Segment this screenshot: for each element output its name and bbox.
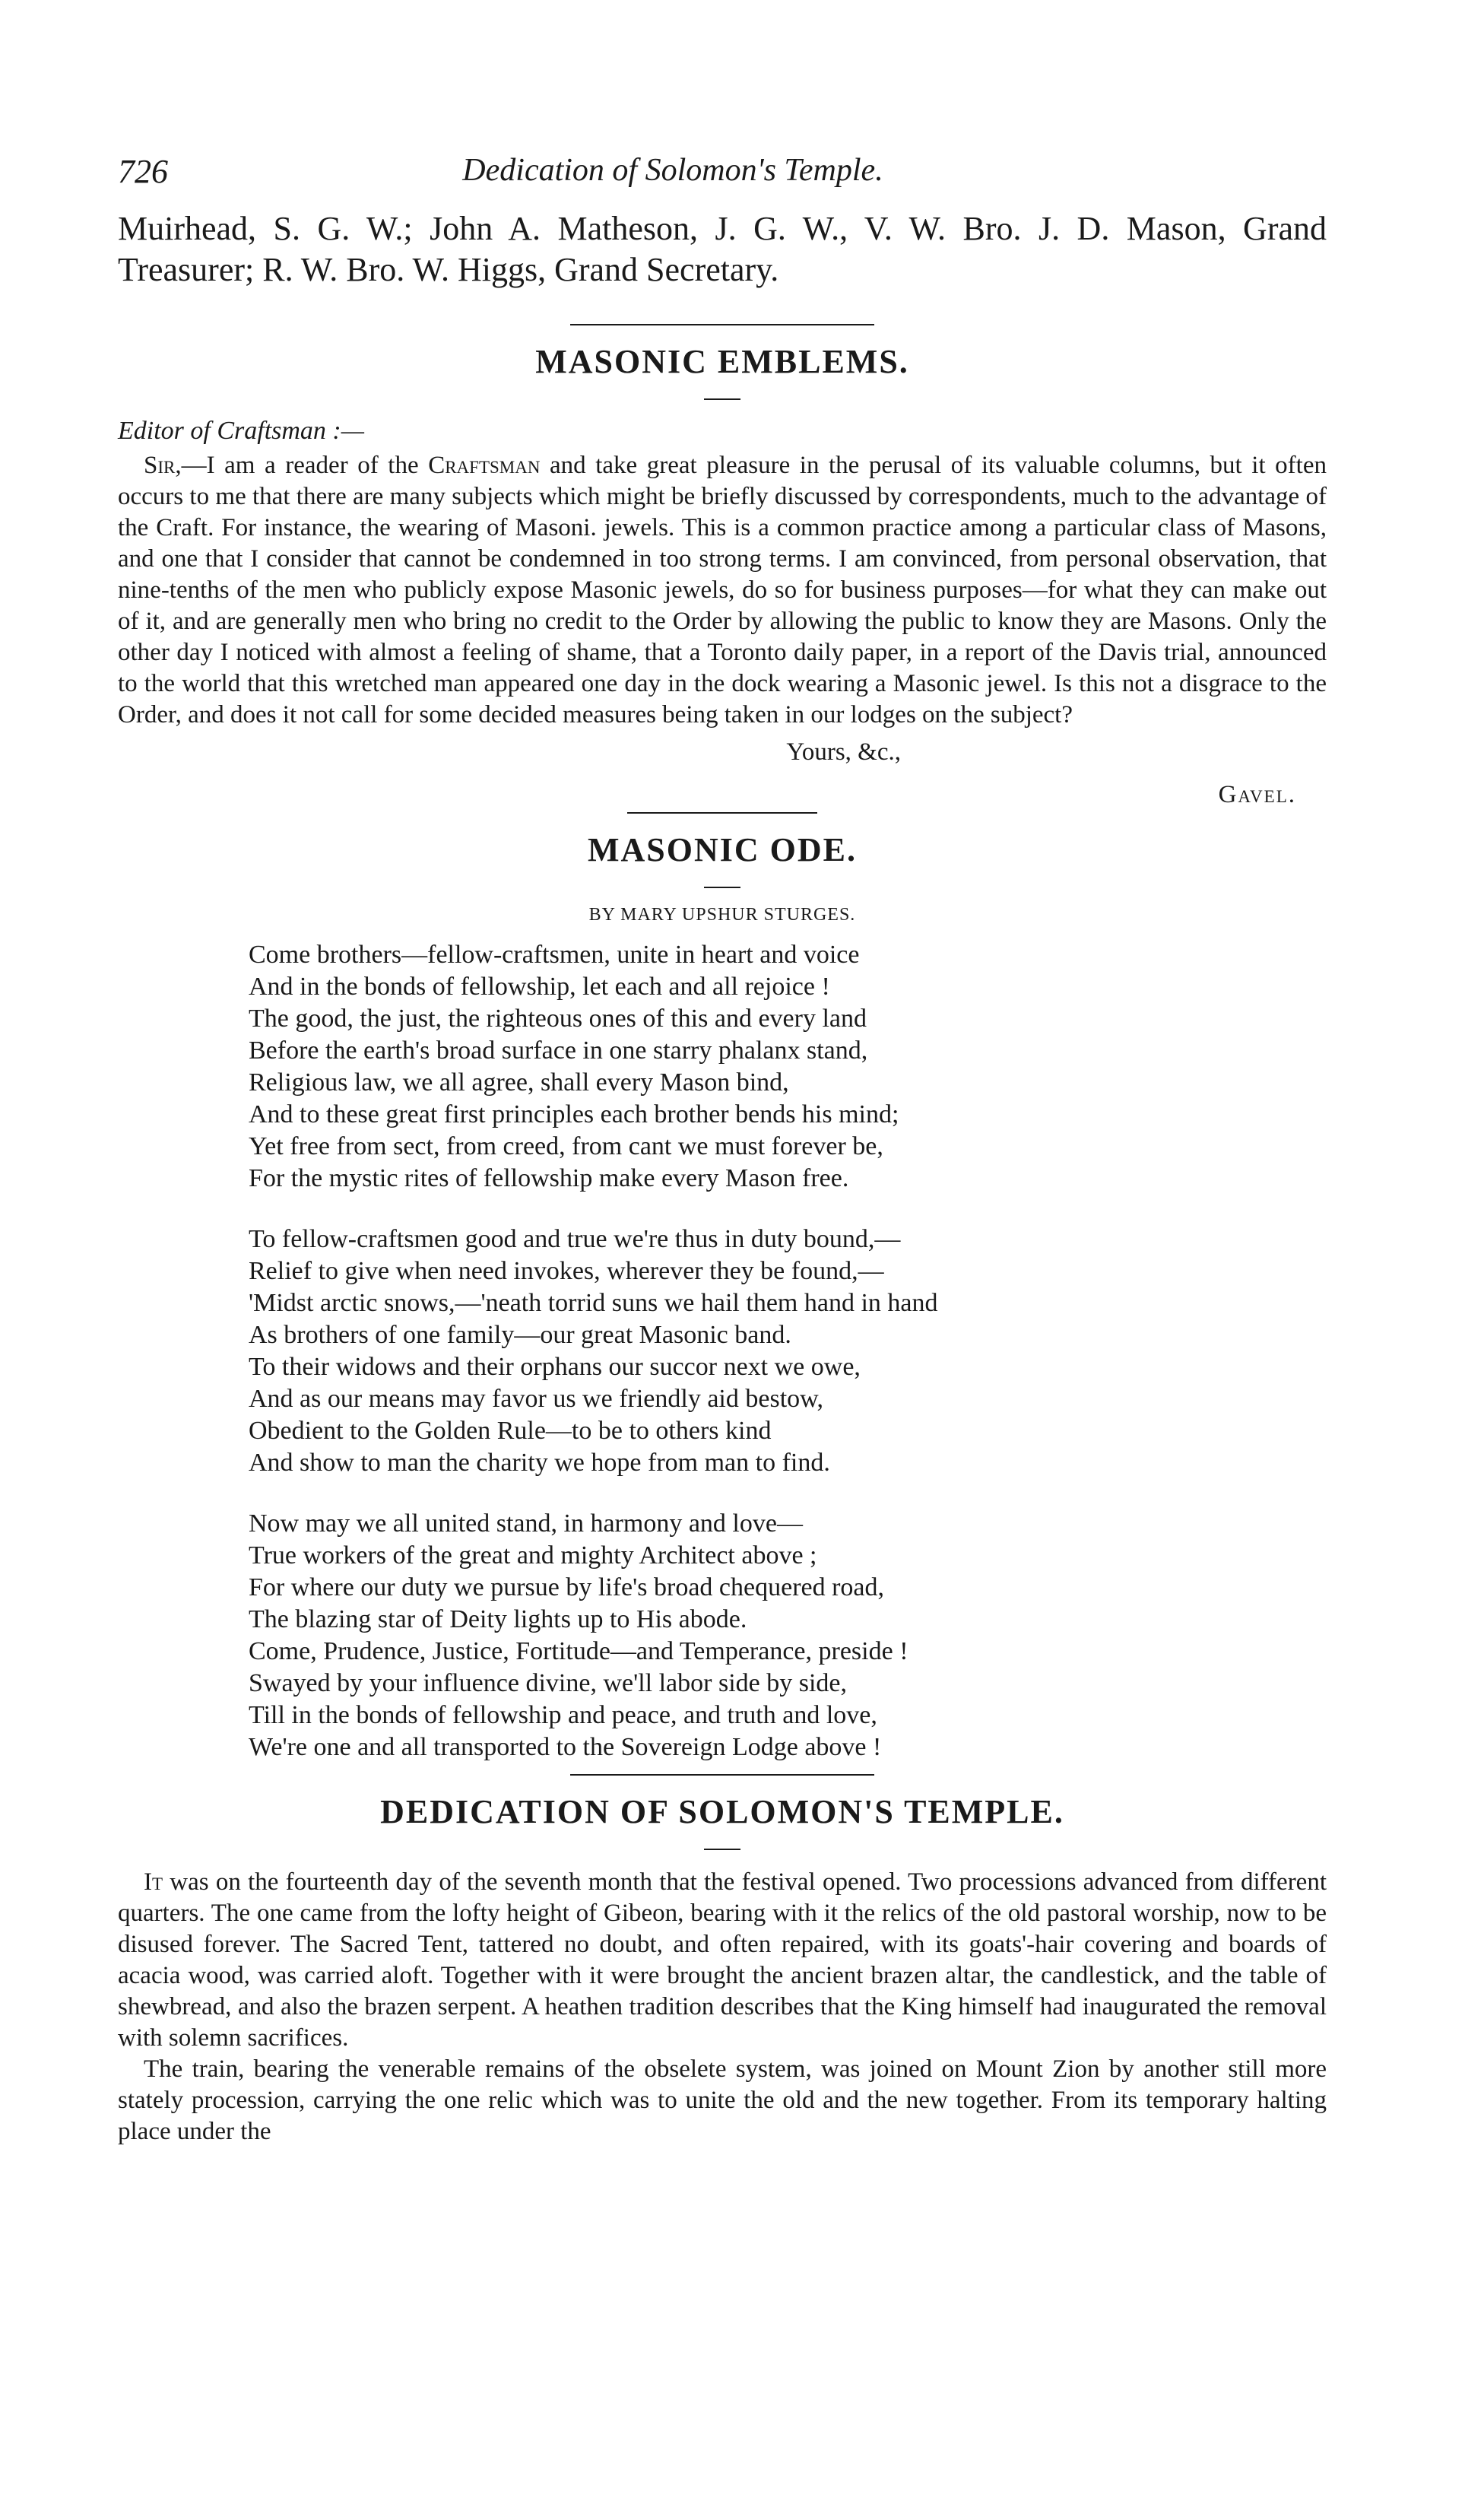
ode-line: Till in the bonds of fellowship and peace, and truth and love, [249, 1701, 877, 1729]
heading-dash [704, 398, 740, 400]
ode-line: Now may we all united stand, in harmony and love— [249, 1509, 803, 1538]
letter-opening: —I am a reader of the [181, 452, 429, 479]
ode-line: 'Midst arctic snows,—'neath torrid suns we hail them hand in hand [249, 1289, 938, 1317]
running-title: Dedication of Solomon's Temple. [462, 153, 883, 188]
ode-line: And in the bonds of fellowship, let each and all rejoice ! [249, 973, 830, 1001]
dedication-paragraph-1 [118, 1867, 1327, 2054]
ode-byline: BY MARY UPSHUR STURGES. [588, 905, 856, 925]
letter-opening-sir: Sir, [144, 452, 182, 479]
ode-line: Relief to give when need invokes, wherever they be found,— [249, 1257, 884, 1285]
emblems-heading: MASONIC EMBLEMS. [535, 343, 909, 380]
ode-poem [118, 939, 1327, 1763]
ode-line: As brothers of one family—our great Masonic band. [249, 1321, 791, 1349]
ode-stanza [249, 1224, 1327, 1479]
ode-line: To fellow-craftsmen good and true we're thus in duty bound,— [249, 1225, 901, 1253]
letter-text: and take great pleasure in the perusal of its valuable columns, but it often occurs to me that there are many subjects which might be briefly discussed by correspondents, much to the advantage of the Craft. For instance, the wearing of Masoni. jewels. This is a common practice among a particular class of Masons, and one that I consider that cannot be condemned in too strong terms. I am convinced, from personal observation, that nine-tenths of the men who publicly expose Masonic jewels, do so for business purposes—for what they can make out of it, and are generally men who bring no credit to the Order by allowing the public to know they are Masons. Only the other day I noticed with almost a feeling of shame, that a Toronto daily paper, in a report of the Davis trial, announced to the world that this wretched man appeared one day in the dock wearing a Masonic jewel. Is this not a disgrace to the Order, and does it not call for some decided measures being taken in our lodges on the subject? [118, 452, 1327, 728]
ode-line: Before the earth's broad surface in one starry phalanx stand, [249, 1036, 868, 1065]
letter-signoff: Yours, &c., [786, 738, 901, 766]
heading-dash [704, 1849, 740, 1850]
section-rule [570, 1774, 874, 1776]
ode-stanza [249, 1508, 1327, 1763]
ode-line: The good, the just, the righteous ones of this and every land [249, 1005, 867, 1033]
page-number: 726 [118, 153, 168, 190]
ode-stanza [249, 939, 1327, 1195]
ode-line: We're one and all transported to the Sovereign Lodge above ! [249, 1733, 882, 1761]
heading-dash [704, 887, 740, 888]
dedication-section [118, 1791, 1327, 2147]
ode-line: The blazing star of Deity lights up to His abode. [249, 1605, 747, 1633]
ode-line: Come brothers—fellow-craftsmen, unite in heart and voice [249, 941, 860, 969]
ode-line: Swayed by your influence divine, we'll labor side by side, [249, 1669, 847, 1697]
ode-heading: MASONIC ODE. [587, 831, 858, 868]
masonic-ode-section [118, 829, 1327, 1763]
dedication-text-1: was on the fourteenth day of the seventh month that the festival opened. Two processions advanced from different quarters. The one came from the lofty height of Gibeon, bearing with it the relics of the old pastoral worship, now to be disused forever. The Sacred Tent, tattered no doubt, and often repaired, with its goats'-hair covering and boards of acacia wood, was carried aloft. Together with it were brought the ancient brazen altar, the candlestick, and the table of shewbread, and also the brazen serpent. A heathen tradition describes that the King himself had inaugurated the removal with solemn sacrifices. [118, 1868, 1327, 2052]
ode-line: And as our means may favor us we friendly aid bestow, [249, 1385, 823, 1413]
page [118, 152, 1327, 2147]
letter-signature: Gavel. [1218, 781, 1296, 808]
masonic-emblems-section [118, 341, 1327, 809]
section-rule [570, 324, 874, 325]
ode-line: Religious law, we all agree, shall every Mason bind, [249, 1068, 789, 1097]
ode-line: Yet free from sect, from creed, from cant we must forever be, [249, 1132, 883, 1160]
ode-line: For where our duty we pursue by life's broad chequered road, [249, 1573, 885, 1601]
section-rule [627, 812, 817, 814]
ode-line: And show to man the charity we hope from man to find. [249, 1449, 830, 1477]
dedication-lead: It [144, 1868, 163, 1896]
craftsman-title: Craftsman [428, 452, 541, 479]
dedication-heading: DEDICATION OF SOLOMON'S TEMPLE. [380, 1793, 1064, 1830]
ode-line: For the mystic rites of fellowship make every Mason free. [249, 1164, 849, 1192]
dedication-paragraph-2: The train, bearing the venerable remains of the obselete system, was joined on Mount Zion by another still more stately procession, carrying the one relic which was to unite the old and the new together. From its temporary halting place under the [118, 2055, 1327, 2145]
ode-line: Obedient to the Golden Rule—to be to others kind [249, 1417, 772, 1445]
ode-line: Come, Prudence, Justice, Fortitude—and Temperance, preside ! [249, 1637, 908, 1665]
emblems-salutation: Editor of Craftsman :— [118, 417, 364, 445]
emblems-letter-body [118, 450, 1327, 731]
ode-line: True workers of the great and mighty Architect above ; [249, 1541, 817, 1570]
intro-paragraph: Muirhead, S. G. W.; John A. Matheson, J. G. W., V. W. Bro. J. D. Mason, Grand Treasurer; R. W. Bro. W. Higgs, Grand Secretary. [118, 210, 1327, 288]
running-head [118, 152, 1327, 205]
ode-line: To their widows and their orphans our succor next we owe, [249, 1353, 861, 1381]
ode-line: And to these great first principles each brother bends his mind; [249, 1100, 899, 1128]
